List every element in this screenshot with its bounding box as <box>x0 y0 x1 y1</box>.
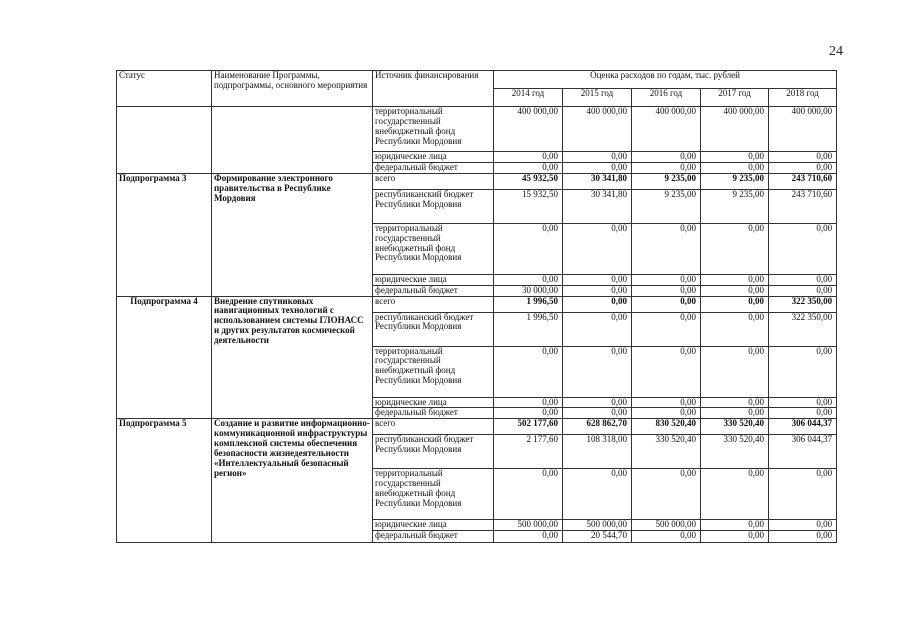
value-cell: 2 177,60 <box>494 435 563 469</box>
value-cell: 0,00 <box>769 397 837 408</box>
value-cell: 0,00 <box>494 469 563 520</box>
source-cell: юридические лица <box>373 397 494 408</box>
value-cell: 15 932,50 <box>494 189 563 223</box>
value-cell: 0,00 <box>769 531 837 543</box>
value-cell: 1 996,50 <box>494 296 563 312</box>
value-cell: 0,00 <box>769 408 837 419</box>
value-cell: 0,00 <box>701 285 769 296</box>
value-cell: 0,00 <box>563 397 632 408</box>
value-cell: 0,00 <box>769 152 837 163</box>
value-cell: 330 520,40 <box>701 419 769 435</box>
source-cell: всего <box>373 419 494 435</box>
source-cell: федеральный бюджет <box>373 162 494 173</box>
value-cell: 0,00 <box>701 408 769 419</box>
value-cell: 0,00 <box>632 296 701 312</box>
source-cell: всего <box>373 296 494 312</box>
value-cell: 502 177,60 <box>494 419 563 435</box>
header-year: 2016 год <box>632 89 701 107</box>
value-cell: 0,00 <box>701 469 769 520</box>
value-cell: 0,00 <box>563 346 632 397</box>
value-cell: 0,00 <box>494 274 563 285</box>
value-cell: 400 000,00 <box>701 107 769 152</box>
value-cell: 0,00 <box>494 408 563 419</box>
value-cell: 0,00 <box>563 312 632 346</box>
status-cell: Подпрограмма 3 <box>117 173 212 296</box>
value-cell: 9 235,00 <box>701 189 769 223</box>
value-cell: 400 000,00 <box>632 107 701 152</box>
header-year: 2015 год <box>563 89 632 107</box>
source-cell: территориальный государственный внебюджетный фонд Республики Мордовия <box>373 346 494 397</box>
value-cell: 0,00 <box>701 520 769 531</box>
value-cell: 9 235,00 <box>701 173 769 189</box>
source-cell: федеральный бюджет <box>373 531 494 543</box>
value-cell: 0,00 <box>701 312 769 346</box>
value-cell: 0,00 <box>494 152 563 163</box>
value-cell: 830 520,40 <box>632 419 701 435</box>
source-cell: территориальный государственный внебюджетный фонд Республики Мордовия <box>373 223 494 274</box>
header-status: Статус <box>117 71 212 107</box>
value-cell: 0,00 <box>563 296 632 312</box>
value-cell: 30 341,80 <box>563 173 632 189</box>
value-cell: 330 520,40 <box>632 435 701 469</box>
value-cell: 330 520,40 <box>701 435 769 469</box>
value-cell: 0,00 <box>563 152 632 163</box>
source-cell: республиканский бюджет Республики Мордовия <box>373 312 494 346</box>
value-cell: 0,00 <box>701 531 769 543</box>
value-cell: 0,00 <box>769 520 837 531</box>
value-cell: 45 932,50 <box>494 173 563 189</box>
value-cell: 0,00 <box>563 274 632 285</box>
value-cell: 243 710,60 <box>769 189 837 223</box>
budget-table <box>116 70 837 543</box>
value-cell: 0,00 <box>701 223 769 274</box>
source-cell: федеральный бюджет <box>373 408 494 419</box>
value-cell: 500 000,00 <box>563 520 632 531</box>
header-year: 2017 год <box>701 89 769 107</box>
source-cell: юридические лица <box>373 274 494 285</box>
value-cell: 306 044,37 <box>769 419 837 435</box>
value-cell: 0,00 <box>494 397 563 408</box>
page-number: 24 <box>829 44 843 59</box>
value-cell: 0,00 <box>632 531 701 543</box>
name-cell: Формирование электронного правительства в Республике Мордовия <box>212 173 373 296</box>
table-row <box>117 419 837 435</box>
value-cell: 0,00 <box>632 274 701 285</box>
value-cell: 0,00 <box>632 312 701 346</box>
value-cell: 30 000,00 <box>494 285 563 296</box>
value-cell: 400 000,00 <box>769 107 837 152</box>
status-cell: Подпрограмма 4 <box>117 296 212 419</box>
value-cell: 500 000,00 <box>494 520 563 531</box>
value-cell: 0,00 <box>563 285 632 296</box>
table-row <box>117 296 837 312</box>
header-row <box>117 71 837 89</box>
value-cell: 628 862,70 <box>563 419 632 435</box>
source-cell: всего <box>373 173 494 189</box>
value-cell: 1 996,50 <box>494 312 563 346</box>
header-source: Источник финансирования <box>373 71 494 107</box>
value-cell: 0,00 <box>563 408 632 419</box>
value-cell: 0,00 <box>563 162 632 173</box>
value-cell: 306 044,37 <box>769 435 837 469</box>
value-cell: 0,00 <box>769 346 837 397</box>
value-cell: 0,00 <box>701 397 769 408</box>
value-cell: 243 710,60 <box>769 173 837 189</box>
value-cell: 0,00 <box>701 346 769 397</box>
value-cell: 0,00 <box>563 223 632 274</box>
value-cell: 0,00 <box>701 296 769 312</box>
value-cell: 0,00 <box>494 223 563 274</box>
value-cell: 108 318,00 <box>563 435 632 469</box>
value-cell: 30 341,80 <box>563 189 632 223</box>
value-cell: 322 350,00 <box>769 312 837 346</box>
value-cell: 0,00 <box>632 346 701 397</box>
name-cell: Создание и развитие информационно-коммуникационной инфраструктуры комплексной системы обеспечения безопасности жизнедеятельности «Интеллектуальный безопасный регион» <box>212 419 373 543</box>
value-cell: 9 235,00 <box>632 173 701 189</box>
source-cell: республиканский бюджет Республики Мордовия <box>373 189 494 223</box>
value-cell: 0,00 <box>769 285 837 296</box>
value-cell: 0,00 <box>632 397 701 408</box>
table-row <box>117 173 837 189</box>
value-cell: 0,00 <box>769 469 837 520</box>
source-cell: юридические лица <box>373 520 494 531</box>
value-cell: 9 235,00 <box>632 189 701 223</box>
value-cell: 0,00 <box>701 152 769 163</box>
header-year: 2018 год <box>769 89 837 107</box>
value-cell: 20 544,70 <box>563 531 632 543</box>
source-cell: федеральный бюджет <box>373 285 494 296</box>
value-cell: 0,00 <box>769 162 837 173</box>
name-cell: Внедрение спутниковых навигационных технологий с использованием системы ГЛОНАСС и других результатов космической деятельности <box>212 296 373 419</box>
source-cell: территориальный государственный внебюджетный фонд Республики Мордовия <box>373 469 494 520</box>
value-cell: 0,00 <box>494 162 563 173</box>
value-cell: 500 000,00 <box>632 520 701 531</box>
status-cell <box>117 107 212 174</box>
value-cell: 0,00 <box>632 408 701 419</box>
header-estimate: Оценка расходов по годам, тыс. рублей <box>494 71 837 89</box>
name-cell <box>212 107 373 174</box>
source-cell: юридические лица <box>373 152 494 163</box>
value-cell: 0,00 <box>632 469 701 520</box>
value-cell: 0,00 <box>632 162 701 173</box>
value-cell: 0,00 <box>494 346 563 397</box>
value-cell: 400 000,00 <box>563 107 632 152</box>
source-cell: территориальный государственный внебюджетный фонд Республики Мордовия <box>373 107 494 152</box>
value-cell: 0,00 <box>494 531 563 543</box>
value-cell: 0,00 <box>632 223 701 274</box>
value-cell: 0,00 <box>563 469 632 520</box>
value-cell: 0,00 <box>701 274 769 285</box>
source-cell: республиканский бюджет Республики Мордовия <box>373 435 494 469</box>
header-name: Наименование Программы, подпрограммы, основного мероприятия <box>212 71 373 107</box>
value-cell: 400 000,00 <box>494 107 563 152</box>
status-cell: Подпрограмма 5 <box>117 419 212 543</box>
value-cell: 322 350,00 <box>769 296 837 312</box>
table-row <box>117 107 837 152</box>
value-cell: 0,00 <box>769 223 837 274</box>
value-cell: 0,00 <box>632 152 701 163</box>
value-cell: 0,00 <box>701 162 769 173</box>
value-cell: 0,00 <box>632 285 701 296</box>
header-year: 2014 год <box>494 89 563 107</box>
value-cell: 0,00 <box>769 274 837 285</box>
